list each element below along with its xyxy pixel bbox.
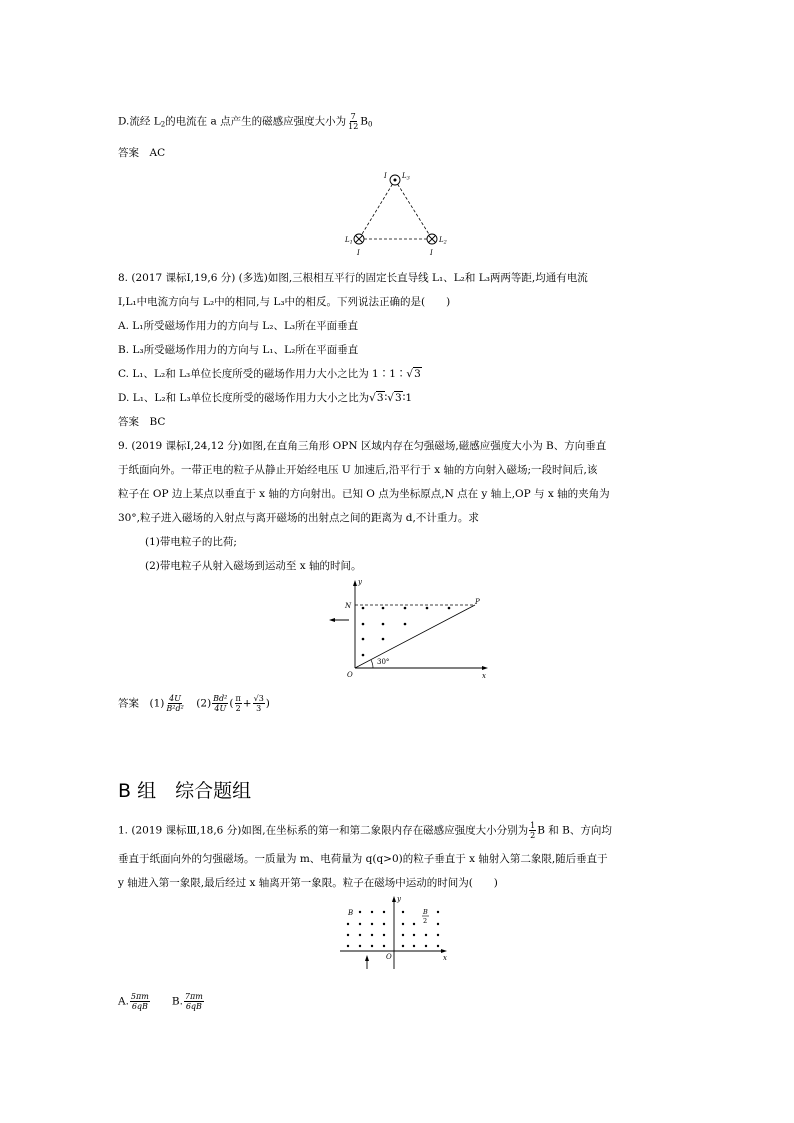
q9-sub2: (2)带电粒子从射入磁场到运动至 x 轴的时间。 (145, 560, 362, 572)
entry-arrow-icon (329, 618, 349, 622)
q7-answer: 答案 AC (118, 147, 166, 159)
qb1-line2: 垂直于纸面向外的匀强磁场。一质量为 m、电荷量为 q(q>0)的粒子垂直于 x 轴射入第二象限,随后垂直于 (118, 853, 608, 865)
label-n: N (345, 602, 352, 610)
q9-line2: 于纸面向外。一带正电的粒子从静止开始经电压 U 加速后,沿平行于 x 轴的方向射入磁场;一段时间后,该 (118, 464, 598, 476)
label-angle: 30° (377, 658, 390, 666)
fraction-7-12: $\frac{7}{12}$ (348, 112, 359, 131)
qb1-line3: y 轴进入第一象限,最后经过 x 轴离开第一象限。粒子在磁场中运动的时间为( ) (118, 877, 498, 889)
label-b-left: B (348, 909, 354, 917)
q9-line1: 9. (2019 课标Ⅰ,24,12 分)如图,在直角三角形 OPN 区域内存在匀强磁场,磁感应强度大小为 B、方向垂直 (118, 440, 607, 452)
q8-answer: 答案 BC (118, 416, 166, 428)
label-x: x (443, 954, 447, 962)
q9-answer: 答案 (1) $\frac{4U}{\text{B²d²}}$ (2) $\frac{\text{Bd²}}{4U}$ ( $\frac{\pi}{2}$ + $\frac{√3}{3}$ ) (118, 694, 270, 713)
triangle-wire-diagram (340, 168, 460, 260)
q9-line3: 粒子在 OP 边上某点以垂直于 x 轴的方向射出。已知 O 点为坐标原点,N 点在 y 轴上,OP 与 x 轴的夹角为 (118, 488, 610, 500)
label-top-current: I (384, 172, 387, 180)
q9-line4: 30°,粒子进入磁场的入射点与离开磁场的出射点之间的距离为 d,不计重力。求 (118, 512, 479, 524)
qb1-line1: 1. (2019 课标Ⅲ,18,6 分)如图,在坐标系的第一和第二象限内存在磁感应强度大小分别为 $\frac{1}{2}$ B 和 B、方向均 (118, 821, 612, 840)
q8-line2: I,L₁中电流方向与 L₂中的相同,与 L₃中的相反。下列说法正确的是( ) (118, 296, 451, 308)
right-field-dots (402, 911, 439, 947)
label-left-current: I (357, 249, 360, 257)
q8-option-d: D. L₁、L₂和 L₃单位长度所受的磁场作用力大小之比为√3∶√3∶1 (118, 392, 413, 404)
label-y: y (358, 578, 362, 586)
q7-option-d: D.流经 $L_2$的电流在 a 点产生的磁感应强度大小为 $\frac{7}{12}$ $B_0$ (118, 112, 373, 131)
label-y: y (397, 895, 401, 903)
label-o: O (386, 953, 392, 961)
q8-option-c: C. L₁、L₂和 L₃单位长度所受的磁场作用力大小之比为 1∶1∶√3 (118, 368, 421, 380)
q8-option-a: A. L₁所受磁场作用力的方向与 L₂、L₃所在平面垂直 (118, 320, 359, 332)
label-b-right-den: 2 (423, 917, 428, 925)
sqrt-symbol: √3 (406, 368, 421, 380)
section-b-title: B 组 综合题组 (118, 780, 252, 802)
wire-l2-cross-icon (427, 234, 437, 244)
label-l3: $L_3$ (402, 172, 410, 182)
q9-sub1: (1)带电粒子的比荷; (145, 536, 237, 548)
opn-magnetic-field-diagram (325, 578, 495, 680)
label-o: O (347, 671, 353, 679)
particle-entry-arrow-icon (365, 955, 369, 969)
wire-l1-cross-icon (354, 234, 364, 244)
label-x: x (482, 672, 486, 680)
label-right-current: I (430, 249, 433, 257)
quadrant-magnetic-field-diagram (330, 894, 454, 972)
label-l1: $L_1$ (345, 236, 353, 246)
q8-option-b: B. L₃所受磁场作用力的方向与 L₁、L₂所在平面垂直 (118, 344, 359, 356)
label-b-right-num: B (423, 908, 428, 916)
q8-line1: 8. (2017 课标Ⅰ,19,6 分) (多选)如图,三根相互平行的固定长直导线 L₁、L₂和 L₃两两等距,均通有电流 (118, 272, 588, 284)
label-p: P (475, 598, 480, 606)
label-l2: $L_2$ (439, 236, 447, 246)
wire-l3-dot-icon (390, 175, 400, 185)
qb1-options: A. $\frac{5\pi m}{6qB}$ B. $\frac{7\pi m}{6qB}$ (118, 992, 203, 1011)
field-dots (362, 607, 451, 657)
